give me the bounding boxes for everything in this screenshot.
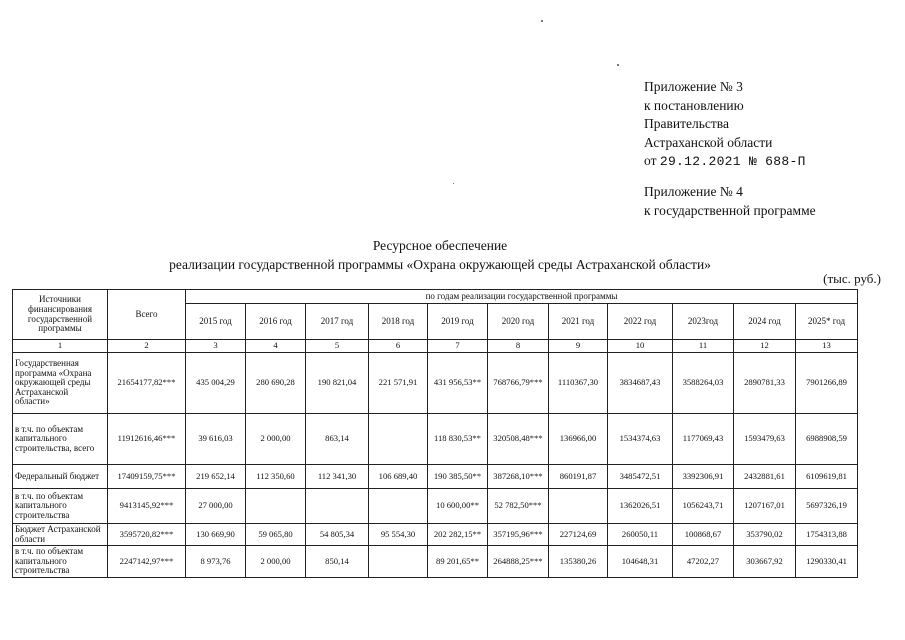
year-header: 2023год: [673, 304, 734, 340]
year-cell: 219 652,14: [186, 465, 246, 489]
year-cell: 27 000,00: [186, 489, 246, 524]
column-number: 5: [306, 340, 369, 353]
year-cell: 136966,00: [549, 414, 608, 465]
table-row: [13, 353, 858, 414]
year-cell: 52 782,50***: [488, 489, 549, 524]
year-cell: [549, 489, 608, 524]
resolution-date: [644, 152, 816, 172]
header-line: Астраханской области: [644, 134, 773, 150]
year-header: 2018 год: [369, 304, 428, 340]
year-cell: 768766,79***: [488, 353, 549, 414]
year-cell: 431 956,53**: [428, 353, 488, 414]
year-cell: 1534374,63: [608, 414, 673, 465]
year-cell: 54 805,34: [306, 524, 369, 546]
column-number: 3: [186, 340, 246, 353]
attachment-title: Приложение № 3: [644, 79, 743, 94]
year-header: 2015 год: [186, 304, 246, 340]
scan-dot: [541, 20, 543, 22]
year-cell: [246, 489, 306, 524]
attachment2-title: Приложение № 4: [644, 183, 743, 199]
year-cell: 112 341,30: [306, 465, 369, 489]
table-row: [13, 524, 858, 546]
year-cell: 2890781,33: [734, 353, 796, 414]
year-cell: 190 385,50**: [428, 465, 488, 489]
total-cell: 9413145,92***: [108, 489, 186, 524]
year-cell: 227124,69: [549, 524, 608, 546]
year-cell: 59 065,80: [246, 524, 306, 546]
year-cell: 850,14: [306, 546, 369, 578]
total-cell: 11912616,46***: [108, 414, 186, 465]
row-label: в т.ч. по объектам капитального строительства: [13, 489, 108, 524]
year-cell: 1207167,01: [734, 489, 796, 524]
year-header: 2016 год: [246, 304, 306, 340]
year-cell: 106 689,40: [369, 465, 428, 489]
year-cell: 3834687,43: [608, 353, 673, 414]
column-number: 9: [549, 340, 608, 353]
year-cell: 190 821,04: [306, 353, 369, 414]
row-label: Бюджет Астраханской области: [13, 524, 108, 546]
year-cell: 387268,10***: [488, 465, 549, 489]
year-cell: 10 600,00**: [428, 489, 488, 524]
year-cell: 202 282,15**: [428, 524, 488, 546]
year-cell: 2 000,00: [246, 546, 306, 578]
year-cell: 1177069,43: [673, 414, 734, 465]
year-header: 2019 год: [428, 304, 488, 340]
year-cell: 112 350,60: [246, 465, 306, 489]
year-cell: 118 830,53**: [428, 414, 488, 465]
column-number: 7: [428, 340, 488, 353]
column-number: 6: [369, 340, 428, 353]
year-cell: 2432881,61: [734, 465, 796, 489]
date-number: 29.12.2021 № 688-П: [659, 154, 806, 170]
column-number-row: [13, 340, 858, 353]
resource-table: [12, 289, 858, 578]
column-number: 11: [673, 340, 734, 353]
column-number: 12: [734, 340, 796, 353]
row-label: в т.ч. по объектам капитального строительства, всего: [13, 414, 108, 465]
year-cell: 3485472,51: [608, 465, 673, 489]
year-header: 2017 год: [306, 304, 369, 340]
year-cell: 260050,11: [608, 524, 673, 546]
year-header: 2020 год: [488, 304, 549, 340]
years-group-header: по годам реализации государственной программы: [186, 290, 858, 304]
document-title: Ресурсное обеспечение: [372, 238, 508, 253]
year-cell: 104648,31: [608, 546, 673, 578]
row-label: в т.ч. по объектам капитального строительства: [13, 546, 108, 578]
year-header: 2022 год: [608, 304, 673, 340]
year-cell: 1593479,63: [734, 414, 796, 465]
total-header: Всего: [108, 290, 186, 340]
year-cell: 6109619,81: [796, 465, 858, 489]
column-number: 10: [608, 340, 673, 353]
year-cell: 303667,92: [734, 546, 796, 578]
year-cell: 130 669,90: [186, 524, 246, 546]
year-cell: 5697326,19: [796, 489, 858, 524]
table-row: [13, 546, 858, 578]
year-cell: [369, 546, 428, 578]
row-label: Федеральный бюджет: [13, 465, 108, 489]
year-cell: 1056243,71: [673, 489, 734, 524]
year-cell: [369, 414, 428, 465]
units-label: (тыс. руб.): [823, 271, 881, 286]
year-cell: 7901266,89: [796, 353, 858, 414]
scan-dot: [453, 183, 454, 184]
year-cell: 6988908,59: [796, 414, 858, 465]
year-cell: 1110367,30: [549, 353, 608, 414]
total-cell: 2247142,97***: [108, 546, 186, 578]
column-number: 4: [246, 340, 306, 353]
sources-header: Источники финансирования государственной программы: [13, 290, 108, 340]
header-line: к государственной программе: [644, 202, 816, 218]
year-cell: 221 571,91: [369, 353, 428, 414]
year-header: 2021 год: [549, 304, 608, 340]
year-cell: 264888,25***: [488, 546, 549, 578]
year-cell: 353790,02: [734, 524, 796, 546]
year-cell: [306, 489, 369, 524]
year-cell: 2 000,00: [246, 414, 306, 465]
year-cell: 100868,67: [673, 524, 734, 546]
attachment-header: [644, 78, 816, 220]
header-line: Правительства: [644, 116, 729, 132]
total-cell: 3595720,82***: [108, 524, 186, 546]
year-cell: 8 973,76: [186, 546, 246, 578]
year-cell: 1362026,51: [608, 489, 673, 524]
total-cell: 21654177,82***: [108, 353, 186, 414]
year-cell: 3588264,03: [673, 353, 734, 414]
year-cell: 39 616,03: [186, 414, 246, 465]
year-cell: 860191,87: [549, 465, 608, 489]
table-row: [13, 465, 858, 489]
year-cell: [369, 489, 428, 524]
column-number: 13: [796, 340, 858, 353]
year-header: 2024 год: [734, 304, 796, 340]
total-cell: 17409159,75***: [108, 465, 186, 489]
year-cell: 357195,96***: [488, 524, 549, 546]
date-prefix: от: [644, 153, 657, 169]
year-cell: 3392306,91: [673, 465, 734, 489]
column-number: 1: [13, 340, 108, 353]
year-cell: 1290330,41: [796, 546, 858, 578]
year-header: 2025* год: [796, 304, 858, 340]
column-number: 8: [488, 340, 549, 353]
year-cell: 95 554,30: [369, 524, 428, 546]
header-line: к постановлению: [644, 97, 744, 113]
document-subtitle: реализации государственной программы «Охрана окружающей среды Астраханской области»: [169, 257, 711, 272]
year-cell: 320508,48***: [488, 414, 549, 465]
year-cell: 135380,26: [549, 546, 608, 578]
table-row: [13, 489, 858, 524]
year-cell: 1754313,88: [796, 524, 858, 546]
table-row: [13, 414, 858, 465]
column-number: 2: [108, 340, 186, 353]
year-cell: 863,14: [306, 414, 369, 465]
year-cell: 435 004,29: [186, 353, 246, 414]
row-label: Государственная программа «Охрана окружающей среды Астраханской области»: [13, 353, 108, 414]
scan-dot: [617, 64, 619, 66]
year-cell: 280 690,28: [246, 353, 306, 414]
year-cell: 47202,27: [673, 546, 734, 578]
year-cell: 89 201,65**: [428, 546, 488, 578]
